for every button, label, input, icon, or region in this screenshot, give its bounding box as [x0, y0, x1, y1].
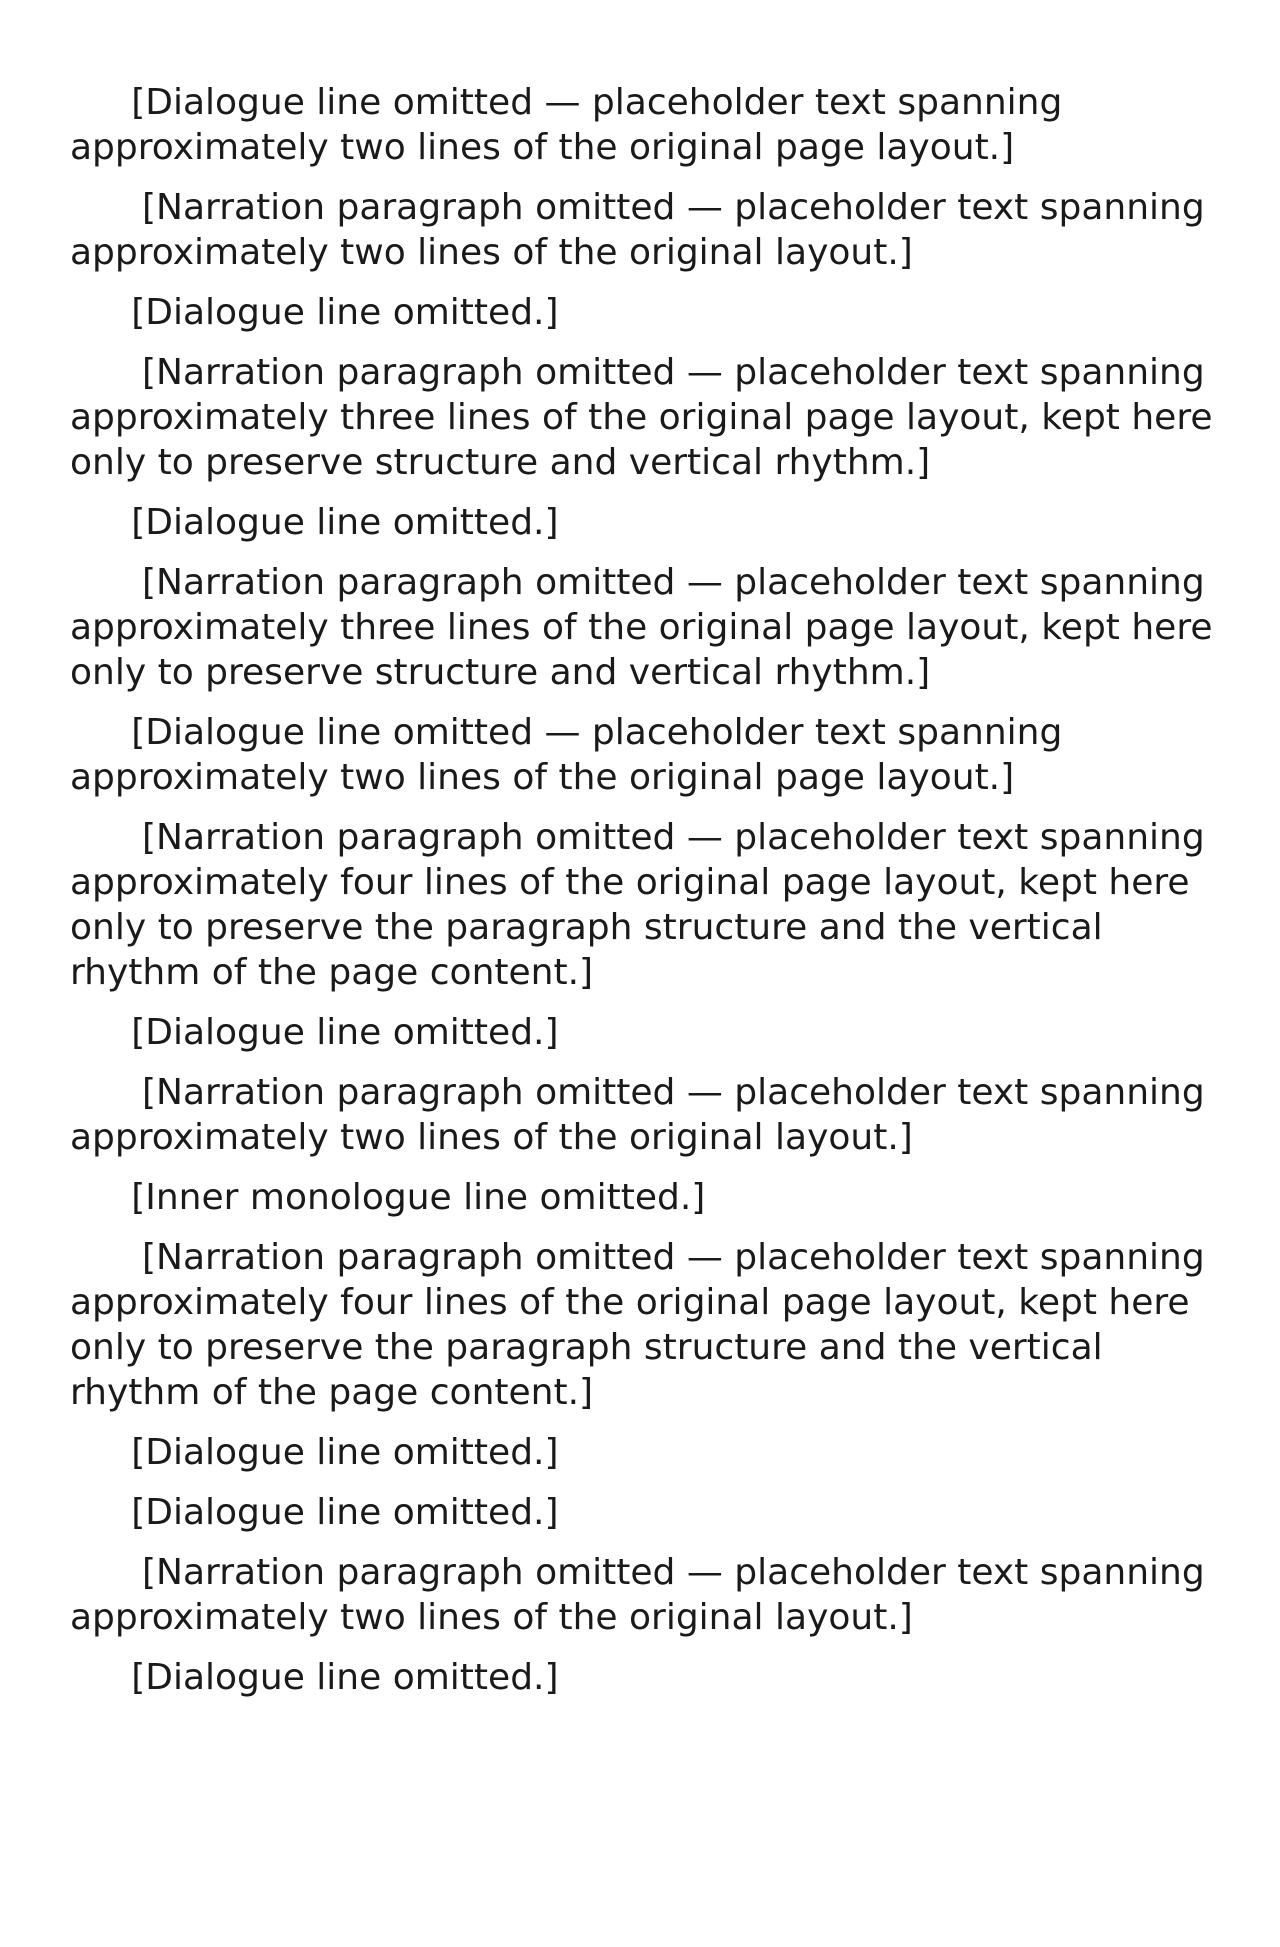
narration-paragraph: [Narration paragraph omitted — placeholder text spanning approximately three lines of the original page layout, kept here only to preserve structure and vertical rhythm.]	[70, 352, 1213, 483]
narration-paragraph: [Narration paragraph omitted — placeholder text spanning approximately three lines of the original page layout, kept here only to preserve structure and vertical rhythm.]	[70, 562, 1213, 693]
narration-paragraph: [Narration paragraph omitted — placeholder text spanning approximately two lines of the original layout.]	[70, 1552, 1205, 1638]
narration-paragraph: [Narration paragraph omitted — placeholder text spanning approximately four lines of the original page layout, kept here only to preserve the paragraph structure and the vertical rhythm of the page content.]	[70, 817, 1205, 993]
dialogue-paragraph: [Dialogue line omitted — placeholder text spanning approximately two lines of the original page layout.]	[70, 82, 1063, 168]
dialogue-paragraph: [Dialogue line omitted.]	[131, 1432, 559, 1473]
narration-paragraph: [Narration paragraph omitted — placeholder text spanning approximately four lines of the original page layout, kept here only to preserve the paragraph structure and the vertical rhythm of the page content.]	[70, 1237, 1205, 1413]
dialogue-paragraph: [Dialogue line omitted.]	[131, 1492, 559, 1533]
narration-paragraph: [Narration paragraph omitted — placeholder text spanning approximately two lines of the original layout.]	[70, 187, 1205, 273]
narration-paragraph: [Narration paragraph omitted — placeholder text spanning approximately two lines of the original layout.]	[70, 1072, 1205, 1158]
dialogue-paragraph: [Dialogue line omitted.]	[131, 1012, 559, 1053]
dialogue-paragraph: [Dialogue line omitted — placeholder text spanning approximately two lines of the original page layout.]	[70, 712, 1063, 798]
dialogue-paragraph: [Dialogue line omitted.]	[131, 292, 559, 333]
dialogue-paragraph: [Dialogue line omitted.]	[131, 502, 559, 543]
dialogue-paragraph: [Inner monologue line omitted.]	[131, 1177, 706, 1218]
dialogue-paragraph: [Dialogue line omitted.]	[131, 1657, 559, 1698]
